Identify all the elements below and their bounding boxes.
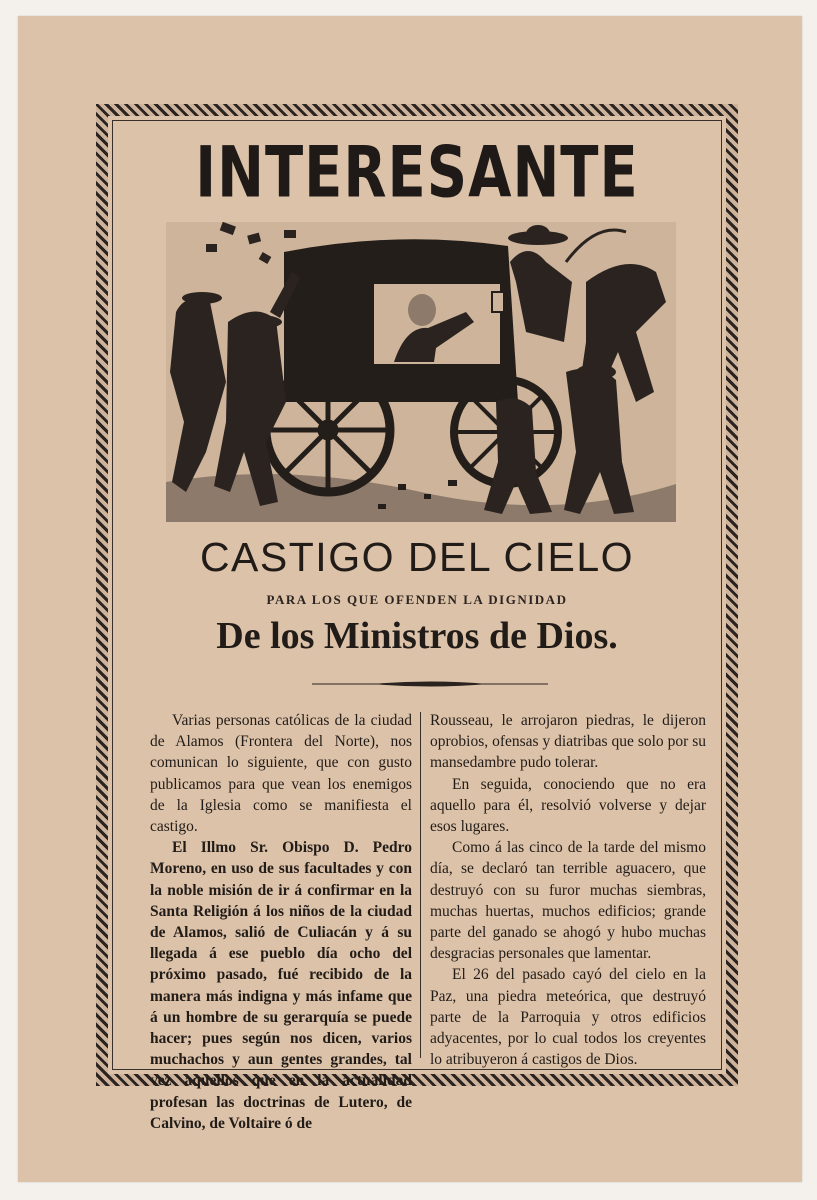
text-column-left <box>150 710 412 1134</box>
paragraph: Varias personas católicas de la ciudad de Alamos (Frontera del Norte), nos comunican lo siguiente, que con gusto publicamos para que vean los enemigos de la Iglesia como se manifiesta el castigo. <box>150 712 412 836</box>
column-divider <box>420 712 421 1058</box>
headline: INTERESANTE <box>195 132 639 214</box>
paragraph: El Illmo Sr. Obispo D. Pedro Moreno, en uso de sus facultades y con la noble misión de ir á confirmar en la Santa Religión á los niños de la ciudad de Alamos, salió de Culiacán y á su llegada á ese pueblo día ocho del próximo pasado, fué recibido de la manera más indigna y más infame que á un hombre de su gerarquía se puede hacer; pues según nos dicen, varios muchachos y aun gentes grandes, tal vez aquellos que en la actualidad profesan las doctrinas de Lutero, de Calvino, de Voltaire ó de <box>150 839 412 1132</box>
paragraph: Como á las cinco de la tarde del mismo día, se declaró tan terrible aguacero, que destruyó con su furor muchas siembras, muchas huertas, muchos edificios; grande parte del ganado se ahogó y hubo muchas desgracias personales que lamentar. <box>430 839 706 963</box>
main-title: CASTIGO DEL CIELO <box>199 534 635 580</box>
title-line-2: De los Ministros de Dios. <box>216 615 618 657</box>
subtitle: PARA LOS QUE OFENDEN LA DIGNIDAD <box>266 592 568 607</box>
text-column-right <box>430 710 706 1070</box>
ornamental-rule <box>312 680 548 688</box>
carriage-woodcut-illustration <box>166 222 676 522</box>
paragraph: Rousseau, le arrojaron piedras, le dijeron oprobios, ofensas y diatribas que solo por su mansedambre pudo tolerar. <box>430 712 706 772</box>
paragraph: En seguida, conociendo que no era aquello para él, resolvió volverse y dejar esos lugares. <box>430 775 706 836</box>
paragraph: El 26 del pasado cayó del cielo en la Paz, una piedra meteórica, que destruyó parte de la Parroquia y otros edificios adyacentes, por lo cual todos los creyentes lo atribuyeron á castigos de Dios. <box>430 966 706 1069</box>
